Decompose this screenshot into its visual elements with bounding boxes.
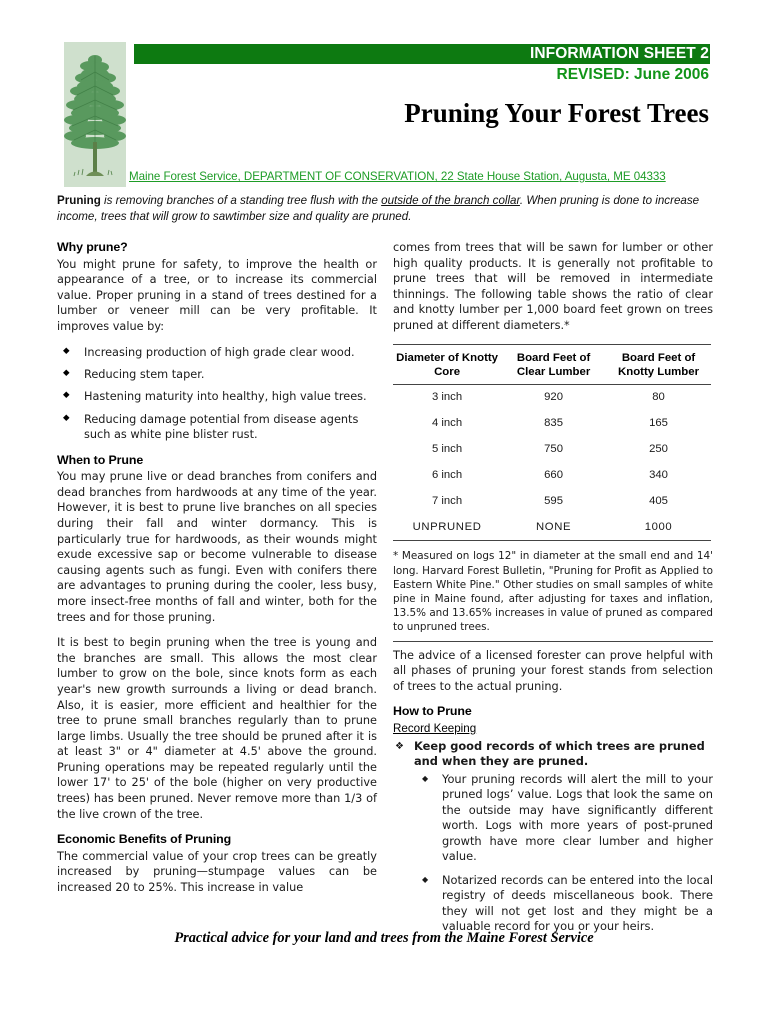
column-header-clear-lumber: Board Feet of Clear Lumber xyxy=(501,344,606,384)
table-row xyxy=(393,488,711,514)
cell-clear: 920 xyxy=(544,390,563,403)
cell-knotty: 250 xyxy=(649,442,668,455)
cell-diameter: 6 inch xyxy=(431,468,463,481)
record-keeping-main-list xyxy=(393,739,713,935)
revised-date-label: REVISED: June 2006 xyxy=(556,66,709,83)
list-item: ◆ Reducing stem taper. xyxy=(57,367,377,382)
table-header-row xyxy=(393,344,711,384)
intro-underlined-phrase: outside of the branch collar xyxy=(381,194,520,207)
forester-advice-paragraph: The advice of a licensed forester can prove helpful with all phases of pruning your forest stands from selection of trees to the actual pruning. xyxy=(393,648,713,693)
cell-clear: NONE xyxy=(501,514,606,540)
sheet-number-label: INFORMATION SHEET 2 xyxy=(529,45,709,62)
subheading-record-keeping: Record Keeping xyxy=(393,721,477,735)
table-row xyxy=(393,437,711,463)
table-row xyxy=(393,411,711,437)
page-title: Pruning Your Forest Trees xyxy=(404,98,709,128)
cell-clear: 660 xyxy=(544,468,563,481)
cell-knotty: 1000 xyxy=(606,514,711,540)
agency-address-line: Maine Forest Service, DEPARTMENT OF CONSERVATION, 22 State House Station, Augusta, ME 04333 xyxy=(129,170,666,183)
cell-clear: 835 xyxy=(544,416,563,429)
cell-diameter: 5 inch xyxy=(431,442,463,455)
pine-tree-logo xyxy=(64,42,126,187)
why-prune-body: You might prune for safety, to improve the health or appearance of a tree, or to increase its commercial value. Proper pruning in a stand of trees destined for a lumber or veneer mill can be very profitable. It improves value by: xyxy=(57,257,377,333)
pine-tree-icon xyxy=(64,42,126,187)
footer-tagline: Practical advice for your land and trees from the Maine Forest Service xyxy=(174,930,594,946)
header-text-block xyxy=(129,42,710,187)
left-column xyxy=(57,240,377,896)
cell-knotty: 405 xyxy=(649,494,668,507)
list-item: ◆ Increasing production of high grade clear wood. xyxy=(57,345,377,360)
when-to-prune-paragraph-2: It is best to begin pruning when the tree is young and the branches are small. This allows the most clear lumber to grow on the bole, since knots form as each year's new growth surrounds a living or dead branch. Also, it is easier, more efficient and healthier for the tree to prune small branches regularly than to prune large limbs. Usually the tree should be pruned after it is at least 3" or 4" diameter at 4.5' above the ground. Pruning operations may be repeated regularly until the lower 17' to 25' of the bole (higher on very productive trees) has been pruned. Never remove more than 1/3 of the live crown of the tree. xyxy=(57,636,377,821)
list-item xyxy=(393,739,713,935)
heading-when-to-prune: When to Prune xyxy=(57,452,144,467)
record-keeping-sub-list xyxy=(414,772,713,935)
column-header-diameter: Diameter of Knotty Core xyxy=(393,344,501,384)
cell-diameter: UNPRUNED xyxy=(393,514,501,540)
continuation-paragraph: comes from trees that will be sawn for lumber or other high quality products. It is generally not profitable to prune trees that will be removed in intermediate thinnings. The following table shows the ratio of clear and knotty lumber per 1,000 board feet grown on trees pruned at different diameters.* xyxy=(393,241,713,332)
why-prune-bullet-list xyxy=(57,345,377,443)
heading-economic-benefits: Economic Benefits of Pruning xyxy=(57,832,232,847)
table-footnote: * Measured on logs 12" in diameter at the small end and 14' long. Harvard Forest Bulletin, "Pruning for Profit as Applied to Eastern White Pine." Other studies on small samples of white pine in Maine found, after adjusting for taxes and inflation, 13.5% and 13.65% increases in value of pruned as compared to unpruned trees. xyxy=(393,549,713,641)
economic-benefits-body: The commercial value of your crop trees can be greatly increased by pruning—stumpage values can be increased 20 to 25%. This increase in value xyxy=(57,849,377,895)
table-row xyxy=(393,462,711,488)
column-header-knotty-lumber: Board Feet of Knotty Lumber xyxy=(606,344,711,384)
table-body xyxy=(393,384,711,541)
table-row xyxy=(393,514,711,540)
cell-diameter: 4 inch xyxy=(431,416,463,429)
right-column xyxy=(393,240,713,943)
list-item: ◆ Your pruning records will alert the mill to your pruned logs’ value. Logs that look the same on the outside may have significantly different worth. Logs with more years of post-pruned growth have more clear lumber and higher value. xyxy=(414,772,713,865)
list-item: ◆ Reducing damage potential from disease agents such as white pine blister rust. xyxy=(57,412,377,443)
list-item: ◆ Notarized records can be entered into the local registry of deeds miscellaneous book. There they will not get lost and they might be a valuable record for you or your heirs. xyxy=(414,873,713,935)
heading-why-prune: Why prune? xyxy=(57,240,128,254)
table-row xyxy=(393,384,711,410)
cell-knotty: 165 xyxy=(649,416,668,429)
intro-part-2: . When pruning is done to increase income, trees that will grow to sawtimber size and quality are pruned. xyxy=(57,194,700,223)
cell-diameter: 3 inch xyxy=(431,390,463,403)
cell-clear: 750 xyxy=(544,442,563,455)
intro-paragraph xyxy=(57,193,709,224)
lumber-yield-table xyxy=(393,344,711,542)
main-bullet-text: Keep good records of which trees are pruned and when they are pruned. xyxy=(414,738,705,769)
intro-part-1: is removing branches of a standing tree flush with the xyxy=(100,194,382,207)
cell-diameter: 7 inch xyxy=(431,494,463,507)
cell-knotty: 80 xyxy=(652,390,665,403)
document-header xyxy=(64,42,710,187)
list-item: ◆ Hastening maturity into healthy, high value trees. xyxy=(57,389,377,404)
cell-clear: 595 xyxy=(544,494,563,507)
when-to-prune-paragraph-1: You may prune live or dead branches from conifers and dead branches from hardwoods at any time of the year. However, it is best to prune live branches on all species during their fall and winter dormancy. This is particularly true for hardwoods, as their wounds might exude excessive sap or become vulnerable to disease causing agents such as fungi. Even with conifers there are advantages to pruning during the cooler, less busy, more insect-free months of fall and winter, both for the trees and for those pruning. xyxy=(57,470,377,624)
intro-lead-word: Pruning xyxy=(57,194,101,207)
heading-how-to-prune: How to Prune xyxy=(393,704,472,719)
table-header xyxy=(393,344,711,384)
cell-knotty: 340 xyxy=(649,468,668,481)
